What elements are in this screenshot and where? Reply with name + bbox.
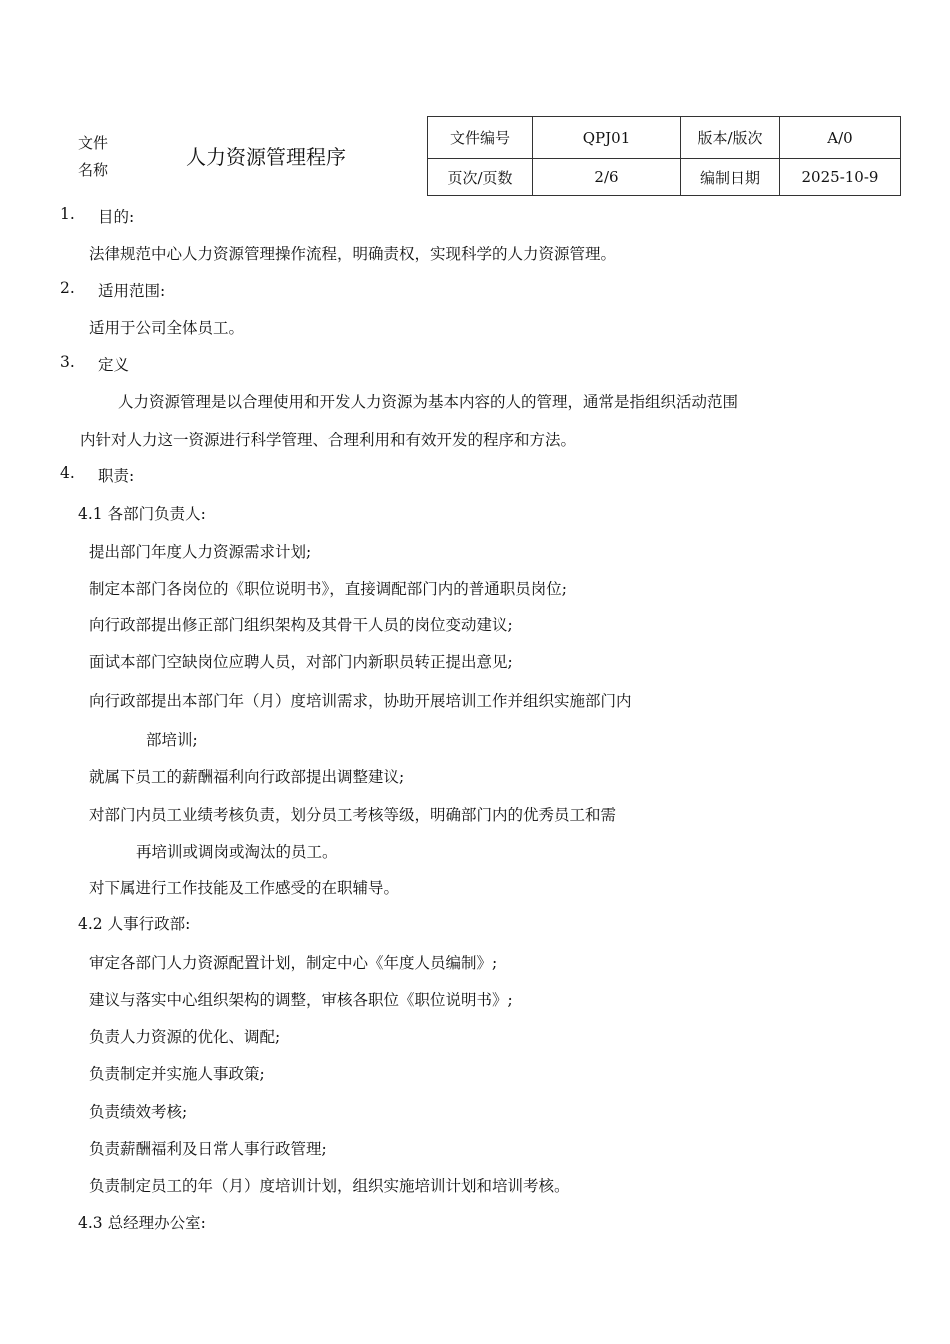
document-title: 人力资源管理程序 <box>186 145 346 169</box>
date-label: 编制日期 <box>681 159 780 196</box>
section-3-title: 定义 <box>98 356 130 374</box>
section-2-text: 适用于公司全体员工。 <box>89 319 245 337</box>
list-item: 对部门内员工业绩考核负责，划分员工考核等级，明确部门内的优秀员工和需 <box>89 806 617 824</box>
section-3-number: 3. <box>60 353 75 371</box>
list-item: 负责薪酬福利及日常人事行政管理; <box>89 1140 327 1158</box>
list-item: 负责人力资源的优化、调配; <box>89 1028 281 1046</box>
list-item: 对下属进行工作技能及工作感受的在职辅导。 <box>89 879 400 897</box>
list-item-continuation: 再培训或调岗或淘汰的员工。 <box>136 843 338 861</box>
date-value: 2025-10-9 <box>780 159 901 196</box>
section-1-text: 法律规范中心人力资源管理操作流程，明确责权，实现科学的人力资源管理。 <box>89 245 617 263</box>
section-4-1-title: 4.1 各部门负责人: <box>78 505 206 523</box>
file-name-label-line2: 名称 <box>78 161 109 179</box>
list-item: 提出部门年度人力资源需求计划; <box>89 543 312 561</box>
section-4-2-title: 4.2 人事行政部: <box>78 915 191 933</box>
section-1-title: 目的: <box>98 208 135 226</box>
list-item: 负责绩效考核; <box>89 1103 188 1121</box>
list-item: 面试本部门空缺岗位应聘人员，对部门内新职员转正提出意见; <box>89 653 513 671</box>
list-item: 建议与落实中心组织架构的调整，审核各职位《职位说明书》; <box>89 991 513 1009</box>
section-3-text-line1: 人力资源管理是以合理使用和开发人力资源为基本内容的人的管理，通常是指组织活动范围 <box>118 393 739 411</box>
list-item: 向行政部提出本部门年（月）度培训需求，协助开展培训工作并组织实施部门内 <box>89 692 632 710</box>
section-2-number: 2. <box>60 279 75 297</box>
list-item: 负责制定员工的年（月）度培训计划，组织实施培训计划和培训考核。 <box>89 1177 570 1195</box>
version-value: A/0 <box>780 117 901 159</box>
section-4-title: 职责: <box>98 467 135 485</box>
doc-number-value: QPJ01 <box>533 117 681 159</box>
list-item: 就属下员工的薪酬福利向行政部提出调整建议; <box>89 768 405 786</box>
list-item: 审定各部门人力资源配置计划，制定中心《年度人员编制》; <box>89 954 498 972</box>
section-4-number: 4. <box>60 464 75 482</box>
page-value: 2/6 <box>533 159 681 196</box>
list-item: 向行政部提出修正部门组织架构及其骨干人员的岗位变动建议; <box>89 616 513 634</box>
section-3-text-line2: 内针对人力这一资源进行科学管理、合理利用和有效开发的程序和方法。 <box>80 431 577 449</box>
version-label: 版本/版次 <box>681 117 780 159</box>
file-name-label-line1: 文件 <box>78 134 109 152</box>
document-meta-table <box>427 116 901 196</box>
section-1-number: 1. <box>60 205 75 223</box>
page-label: 页次/页数 <box>428 159 533 196</box>
section-4-3-title: 4.3 总经理办公室: <box>78 1214 206 1232</box>
list-item: 负责制定并实施人事政策; <box>89 1065 265 1083</box>
section-2-title: 适用范围: <box>98 282 166 300</box>
list-item-continuation: 部培训; <box>146 731 198 749</box>
list-item: 制定本部门各岗位的《职位说明书》，直接调配部门内的普通职员岗位; <box>89 580 567 598</box>
doc-number-label: 文件编号 <box>428 117 533 159</box>
